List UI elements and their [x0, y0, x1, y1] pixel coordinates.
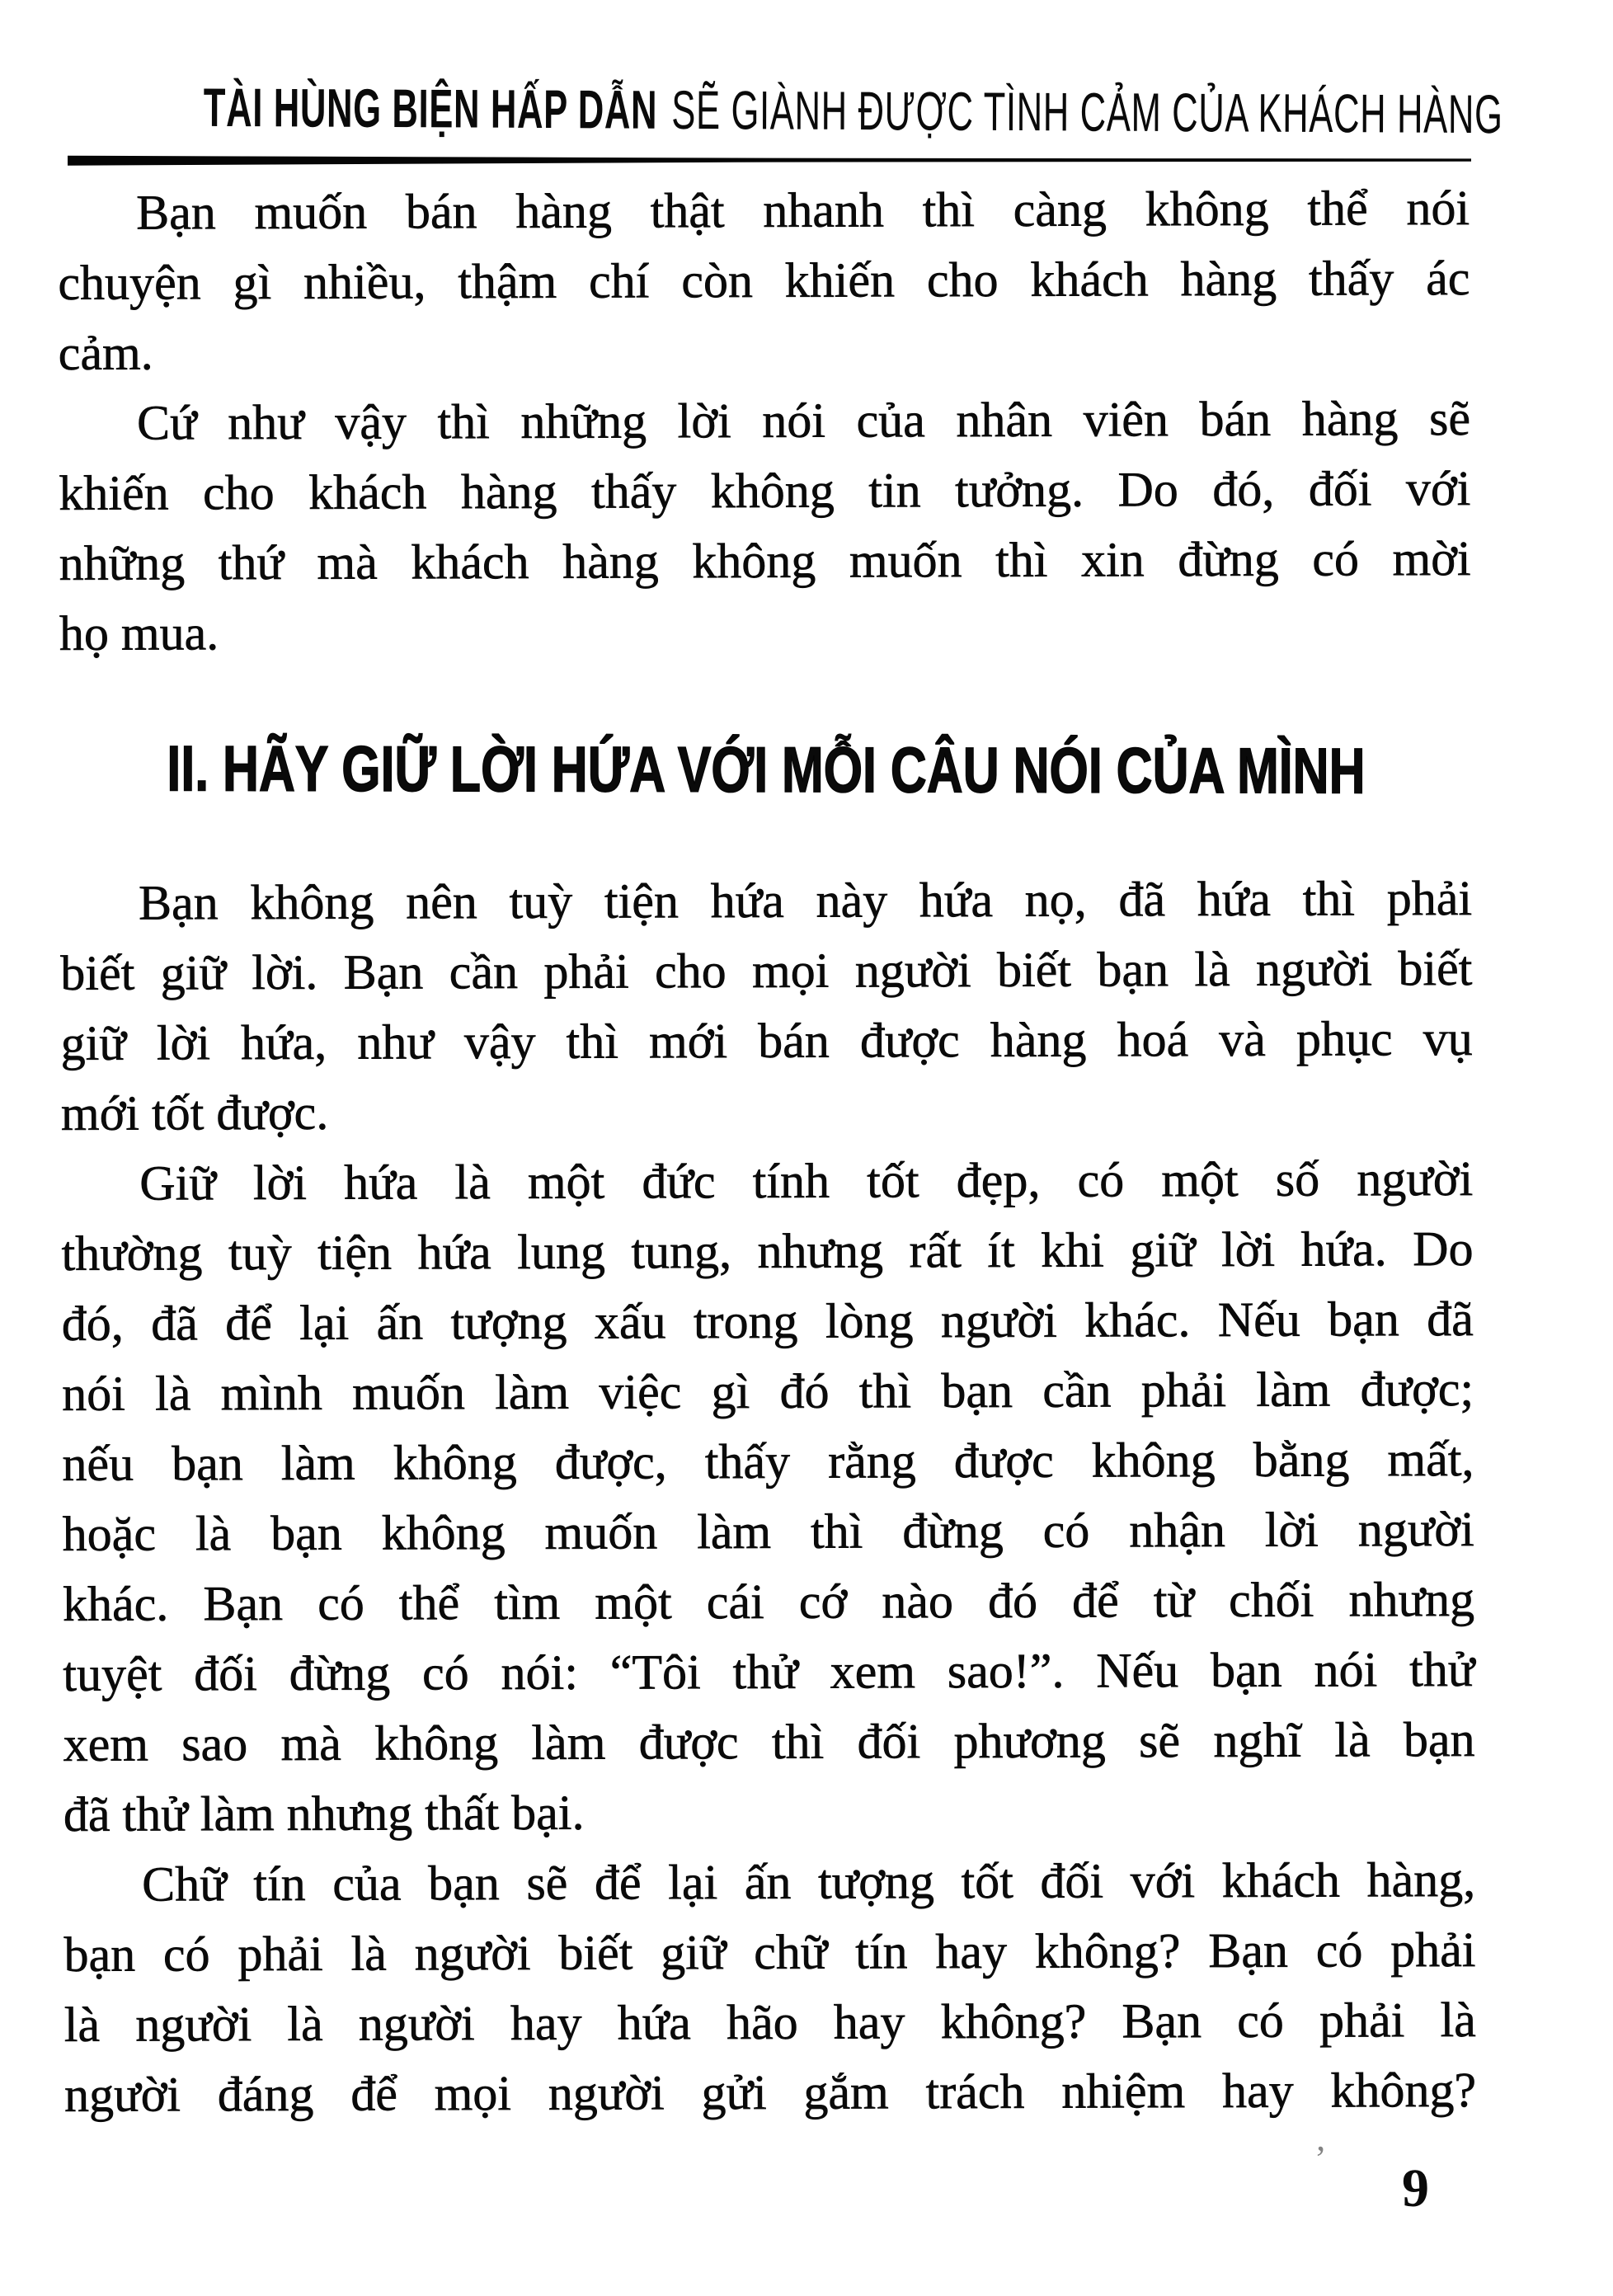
- section-heading: [59, 722, 1471, 817]
- text-line: họ mua.: [59, 605, 219, 661]
- paragraph: [58, 173, 1470, 388]
- text-line: Chữ tín của bạn sẽ để lại ấn tượng tốt đối với khách hàng,: [142, 1852, 1476, 1912]
- running-header-emphasis: TÀI HÙNG BIỆN HẤP DẪN: [204, 76, 658, 140]
- running-header-rest: SẼ GIÀNH ĐƯỢC TÌNH CẢM CỦA KHÁCH HÀNG: [671, 78, 1503, 145]
- text-line: biết giữ lời. Bạn cần phải cho mọi người biết bạn là người biết: [60, 941, 1473, 1000]
- text-line: nói là mình muốn làm việc gì đó thì bạn cần phải làm được;: [62, 1362, 1474, 1421]
- text-line: là người là người hay hứa hão hay không? Bạn có phải là: [63, 1993, 1476, 2052]
- text-line: đó, đã để lại ấn tượng xấu trong lòng người khác. Nếu bạn đã: [61, 1292, 1474, 1351]
- text-line: bạn có phải là người biết giữ chữ tín hay không? Bạn có phải: [63, 1922, 1476, 1982]
- text-line: cảm.: [58, 325, 153, 380]
- text-line: tuyệt đối đừng có nói: “Tôi thử xem sao!”. Nếu bạn nói thử: [63, 1642, 1475, 1701]
- page-number: 9: [1402, 2158, 1429, 2218]
- body-text: [58, 173, 1476, 2130]
- text-line: hoặc là bạn không muốn làm thì đừng có nhận lời người: [62, 1502, 1474, 1561]
- paragraph: [60, 863, 1473, 1149]
- text-line: Bạn muốn bán hàng thật nhanh thì càng không thể nói: [136, 181, 1470, 240]
- paragraph: [59, 383, 1471, 669]
- text-line: Giữ lời hứa là một đức tính tốt đẹp, có một số người: [139, 1151, 1474, 1211]
- text-line: thường tuỳ tiện hứa lung tung, nhưng rất ít khi giữ lời hứa. Do: [61, 1221, 1474, 1281]
- text-line: Cứ như vậy thì những lời nói của nhân viên bán hàng sẽ: [136, 391, 1471, 450]
- text-line: nếu bạn làm không được, thấy rằng được không bằng mất,: [62, 1432, 1474, 1491]
- scan-speck: ’: [1314, 2138, 1327, 2179]
- text-line: giữ lời hứa, như vậy thì mới bán được hàng hoá và phục vụ: [60, 1011, 1473, 1070]
- text-line: Bạn không nên tuỳ tiện hứa này hứa nọ, đã hứa thì phải: [138, 871, 1473, 930]
- section-heading-text: II. HÃY GIỮ LỜI HỨA VỚI MỖI CÂU NÓI CỦA MÌNH: [166, 732, 1366, 807]
- header-rule: [68, 155, 1471, 166]
- text-line: mới tốt được.: [60, 1084, 329, 1141]
- text-line: khiến cho khách hàng thấy không tin tưởng. Do đó, đối với: [59, 461, 1471, 520]
- text-line: chuyện gì nhiều, thậm chí còn khiến cho khách hàng thấy ác: [58, 251, 1470, 310]
- running-header: [0, 76, 1613, 145]
- text-line: đã thử làm nhưng thất bại.: [63, 1785, 585, 1842]
- paragraph: [63, 1845, 1476, 2130]
- running-header-text: [204, 76, 1503, 145]
- text-line: xem sao mà không làm được thì đối phương sẽ nghĩ là bạn: [63, 1712, 1475, 1771]
- paragraph: [61, 1144, 1475, 1850]
- text-line: những thứ mà khách hàng không muốn thì xin đừng có mời: [59, 531, 1471, 590]
- text-line: khác. Bạn có thể tìm một cái cớ nào đó để từ chối nhưng: [62, 1572, 1475, 1631]
- text-line: người đáng để mọi người gửi gắm trách nhiệm hay không?: [63, 2063, 1477, 2122]
